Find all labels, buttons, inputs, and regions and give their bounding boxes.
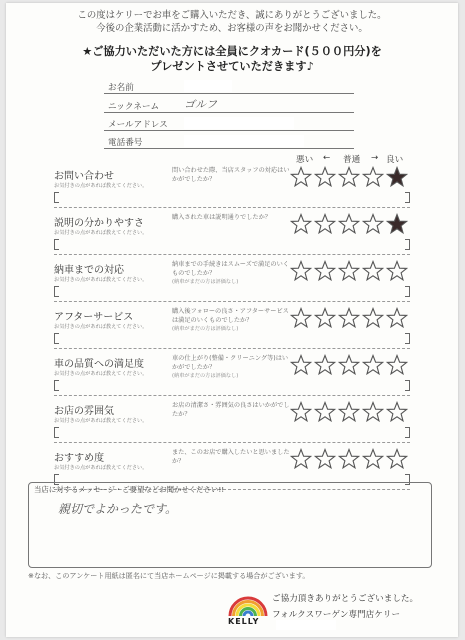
star-icon[interactable] [338, 260, 360, 282]
question-text-body: お店の清潔さ・雰囲気の良さはいかがでしたか？ [172, 402, 290, 418]
promo-text [6, 44, 458, 74]
question-text-body: 車の仕上がり(整備・クリーニング等)はいかがでしたか？ [172, 355, 289, 371]
star-icon[interactable] [362, 307, 384, 329]
star-rating[interactable] [290, 448, 410, 472]
star-icon[interactable] [290, 307, 312, 329]
question-title: おすすめ度 [54, 453, 105, 464]
star-icon[interactable] [362, 166, 384, 188]
comment-hint: お気付きの点があれば教えてください。 [54, 465, 148, 471]
survey-sheet [6, 3, 458, 637]
email-field[interactable] [104, 116, 354, 131]
comment-hint: お気付きの点があれば教えてください。 [54, 418, 148, 424]
question-text [172, 214, 290, 223]
question-text [172, 308, 290, 334]
question-text-body: 購入された車は説明通りでしたか？ [172, 214, 271, 221]
star-icon[interactable] [338, 401, 360, 423]
star-icon[interactable] [386, 354, 408, 376]
question-note: (納車がまだの方は評価なし) [172, 373, 239, 380]
row-divider [54, 442, 410, 443]
footer-shop-name: フォルクスワーゲン専門店ケリー [272, 610, 401, 620]
star-icon[interactable] [314, 213, 336, 235]
star-icon[interactable] [314, 307, 336, 329]
star-icon[interactable] [290, 354, 312, 376]
question-title: 説明の分かりやすさ [54, 218, 144, 229]
row-divider [54, 207, 410, 208]
star-rating[interactable] [290, 354, 410, 378]
star-icon[interactable] [386, 260, 408, 282]
comment-box[interactable] [54, 333, 410, 344]
question-text [172, 449, 290, 466]
nickname-value: ゴルフ [184, 98, 217, 111]
question-note: (納車がまだの方は評価なし) [172, 326, 239, 333]
star-icon[interactable] [362, 401, 384, 423]
question-title: お問い合わせ [54, 171, 114, 182]
email-label: メールアドレス [108, 120, 168, 130]
phone-label: 電話番号 [108, 138, 143, 148]
star-icon[interactable] [362, 213, 384, 235]
star-rating[interactable] [290, 166, 410, 190]
star-icon[interactable] [290, 448, 312, 470]
star-filled-icon[interactable] [386, 166, 408, 188]
row-divider [54, 395, 410, 396]
phone-field[interactable] [104, 134, 354, 149]
star-icon[interactable] [338, 448, 360, 470]
row-divider [54, 301, 410, 302]
shop-branch-redaction [276, 620, 336, 630]
intro-line-2: 今後の企業活動に活かすため、お客様の声をお聞かせください。 [96, 23, 368, 34]
star-icon[interactable] [314, 448, 336, 470]
phone-redaction [184, 135, 304, 147]
star-icon[interactable] [362, 448, 384, 470]
handwritten-message: 親切でよかったです。 [58, 502, 178, 516]
logo-text: KELLY [228, 617, 260, 626]
question-text-body: 問い合わせた際、当店スタッフの対応はいかがでしたか？ [172, 167, 290, 183]
question-title: お店の雰囲気 [54, 406, 114, 417]
star-icon[interactable] [386, 401, 408, 423]
scale-good: 良い [386, 155, 404, 165]
star-icon[interactable] [386, 448, 408, 470]
star-icon[interactable] [314, 260, 336, 282]
scale-bad: 悪い [296, 155, 314, 165]
scale-arrow-left: ← [323, 153, 331, 163]
star-icon[interactable] [290, 213, 312, 235]
intro-text [6, 9, 458, 35]
message-title: 当店に対するメッセージ・ご要望などお聞かせください!! [34, 485, 225, 494]
email-redaction [184, 117, 294, 129]
question-title: 車の品質への満足度 [54, 359, 144, 370]
promo-line-2: プレゼントさせていただきます♪ [150, 60, 314, 73]
question-text-body: また、このお店で購入したいと思いましたか？ [172, 449, 290, 465]
star-icon[interactable] [362, 354, 384, 376]
star-rating[interactable] [290, 401, 410, 425]
scale-arrow-right: → [371, 153, 379, 163]
question-text [172, 402, 290, 419]
star-icon[interactable] [338, 166, 360, 188]
star-icon[interactable] [290, 401, 312, 423]
promo-line-1: ★ご協力いただいた方には全員にクオカード(５００円分)を [82, 45, 382, 58]
comment-box[interactable] [54, 286, 410, 297]
question-text [172, 261, 290, 287]
comment-hint: お気付きの点があれば教えてください。 [54, 324, 148, 330]
star-icon[interactable] [290, 260, 312, 282]
row-divider [54, 348, 410, 349]
star-icon[interactable] [338, 354, 360, 376]
star-icon[interactable] [314, 401, 336, 423]
comment-hint: お気付きの点があれば教えてください。 [54, 183, 148, 189]
scale-normal: 普通 [343, 155, 361, 165]
row-divider [54, 254, 410, 255]
comment-hint: お気付きの点があれば教えてください。 [54, 371, 148, 377]
comment-box[interactable] [54, 380, 410, 391]
star-rating[interactable] [290, 260, 410, 284]
star-icon[interactable] [386, 307, 408, 329]
star-icon[interactable] [290, 166, 312, 188]
footer-shop [272, 608, 458, 631]
question-text-body: 購入後フォローの良さ・アフターサービスは満足のいくものでしたか？ [172, 308, 289, 324]
question-title: 納車までの対応 [54, 265, 124, 276]
comment-box[interactable] [54, 192, 410, 203]
question-note: (納車がまだの方は評価なし) [172, 279, 239, 286]
star-icon[interactable] [338, 307, 360, 329]
name-field[interactable] [104, 79, 354, 94]
question-text [172, 167, 290, 184]
comment-hint: お気付きの点があれば教えてください。 [54, 230, 148, 236]
name-label: お名前 [108, 83, 134, 93]
comment-hint: お気付きの点があれば教えてください。 [54, 277, 148, 283]
star-icon[interactable] [338, 213, 360, 235]
anonymity-notice: ※なお、このアンケート用紙は匿名にて当店ホームページに掲載する場合がございます。 [28, 571, 310, 580]
star-icon[interactable] [314, 354, 336, 376]
star-filled-icon[interactable] [386, 213, 408, 235]
comment-box[interactable] [54, 239, 410, 250]
star-icon[interactable] [362, 260, 384, 282]
question-text [172, 355, 290, 381]
star-rating[interactable] [290, 307, 410, 331]
star-icon[interactable] [314, 166, 336, 188]
star-rating[interactable] [290, 213, 410, 237]
nickname-field[interactable] [104, 98, 354, 113]
question-title: アフターサービス [54, 312, 134, 323]
intro-line-1: この度はケリーでお車をご購入いただき、誠にありがとうございました。 [77, 10, 387, 21]
nickname-label: ニックネーム [108, 102, 160, 112]
comment-box[interactable] [54, 427, 410, 438]
footer-thanks: ご協力頂きありがとうございました。 [272, 594, 419, 604]
name-redaction [184, 80, 232, 92]
question-text-body: 納車までの手続きはスムーズで満足のいくものでしたか？ [172, 261, 289, 277]
